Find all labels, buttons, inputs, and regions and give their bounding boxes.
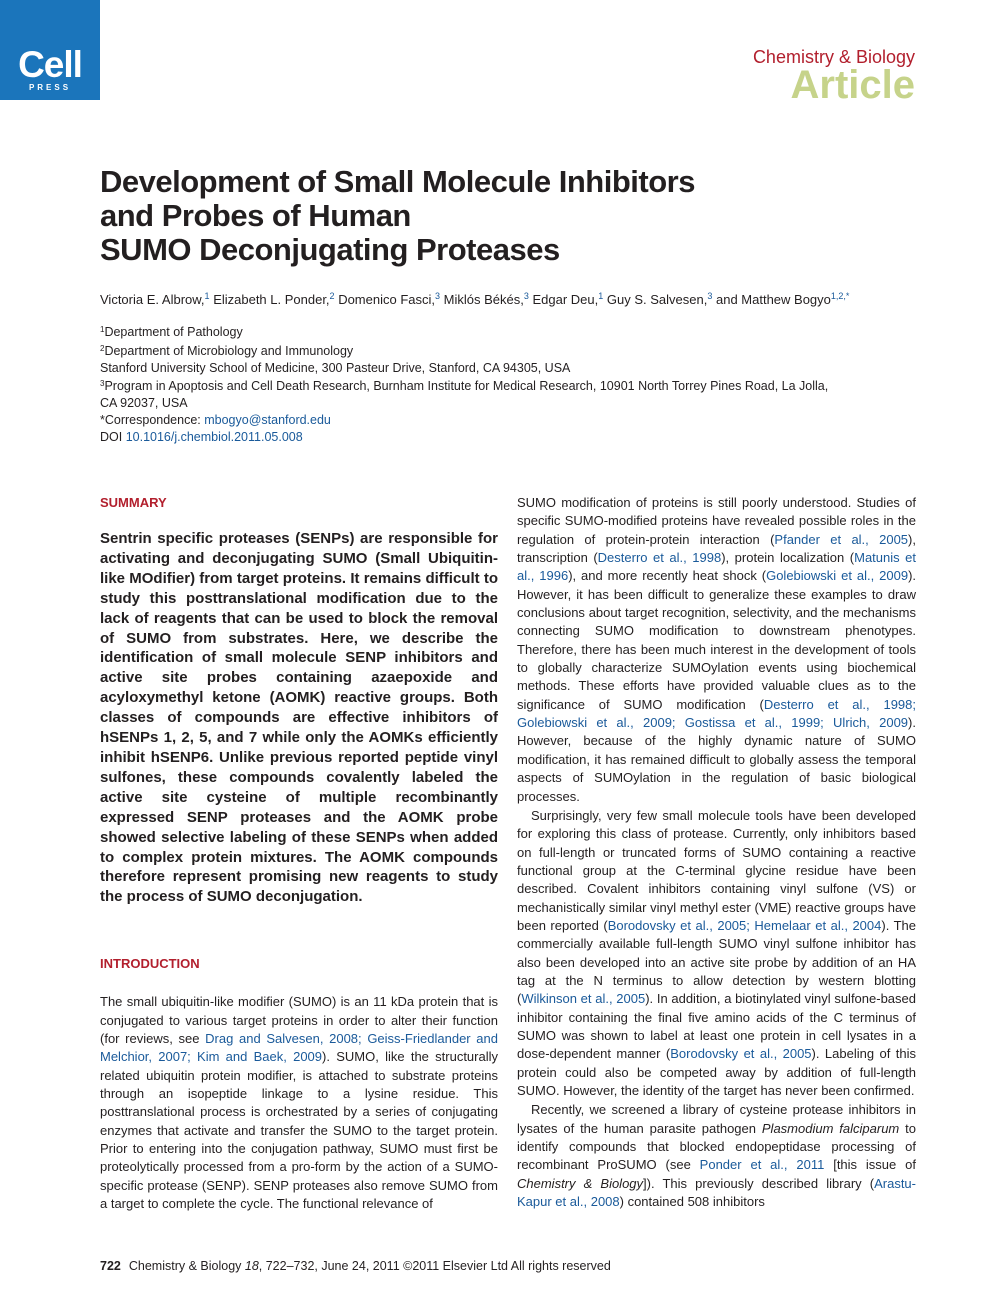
affiliation-2: $^2$Department of Microbiology and Immunology bbox=[100, 343, 354, 358]
body-text: ), protein localization ( bbox=[721, 550, 855, 566]
author-affiliation-marker[interactable]: 1,2,* bbox=[830, 291, 850, 301]
author-name: Miklós Békés, bbox=[443, 292, 524, 307]
citation-link[interactable]: Desterro et al., 1998 bbox=[597, 550, 722, 566]
author-name: Edgar Deu, bbox=[532, 292, 599, 307]
author-affiliation-marker[interactable]: 3 bbox=[707, 291, 713, 301]
title-line-2: and Probes of Human bbox=[100, 198, 411, 233]
author-affiliation-marker[interactable]: 1 bbox=[598, 291, 604, 301]
citation-link[interactable]: Ponder et al., 2011 bbox=[699, 1157, 825, 1173]
citation-link[interactable]: Matunis et al., 1996 bbox=[517, 550, 916, 584]
author-name: Victoria E. Albrow, bbox=[100, 292, 205, 307]
correspondence: *Correspondence: mbogyo@stanford.edu bbox=[100, 412, 331, 427]
author-name: and Matthew Bogyo bbox=[715, 292, 831, 307]
affiliation-2-address: Stanford University School of Medicine, 300 Pasteur Drive, Stanford, CA 94305, USA bbox=[100, 360, 571, 375]
citation-link[interactable]: Desterro et al., 1998; Golebiowski et al., 2009; Gostissa et al., 1999; Ulrich, 2009 bbox=[517, 696, 916, 731]
right-column bbox=[517, 494, 916, 1211]
correspondence-email-link[interactable]: mbogyo@stanford.edu bbox=[204, 412, 331, 427]
italic-text: Plasmodium falciparum bbox=[761, 1120, 900, 1136]
author-name: Guy S. Salvesen, bbox=[606, 292, 708, 307]
intro-paragraph-3 bbox=[517, 807, 916, 1101]
body-text: ), transcription ( bbox=[517, 531, 916, 566]
body-text: Surprisingly, very few small molecule tools have been developed for exploring this class of protease. Currently, only inhibitors based on full-length or truncated forms of SUMO containing a reactive functional group at the C-terminal glycine residue have been described. Covalent inhibitors containing vinyl sulfone (VS) or mechanistically similar vinyl methyl ester (VME) reactive groups have been reported ( bbox=[517, 807, 916, 933]
affiliation-1: $^1$Department of Pathology bbox=[100, 325, 243, 339]
italic-text: Chemistry & Biology bbox=[517, 1175, 644, 1191]
body-text: ), and more recently heat shock ( bbox=[568, 568, 767, 584]
body-text: ). The commercially available full-length SUMO vinyl sulfone inhibitor has also been developed into an active site probe by addition of an HA tag at the N terminus to allow detection by western blotting ( bbox=[517, 917, 916, 1007]
citation-link[interactable]: Arastu-Kapur et al., 2008 bbox=[517, 1175, 916, 1210]
intro-paragraph-2 bbox=[517, 494, 916, 806]
author-affiliation-marker[interactable]: 2 bbox=[329, 291, 335, 301]
citation-link[interactable]: Pfander et al., 2005 bbox=[774, 531, 909, 547]
body-text: to identify compounds that blocked endopeptidase processing of recombinant ProSUMO (see bbox=[517, 1120, 916, 1173]
cell-press-logo bbox=[0, 0, 100, 100]
doi: DOI 10.1016/j.chembiol.2011.05.008 bbox=[100, 429, 303, 444]
title-line-1: Development of Small Molecule Inhibitors bbox=[100, 164, 695, 199]
author-list bbox=[100, 288, 900, 308]
body-text: Recently, we screened a library of cysteine protease inhibitors in lysates of the human parasite pathogen bbox=[517, 1102, 916, 1136]
intro-paragraph-1 bbox=[100, 993, 498, 1213]
body-text: ). Labeling of this protein could also be competed away by addition of full-length SUMO. However, the identity of the target has never been confirmed. bbox=[517, 1046, 916, 1098]
author-affiliation-marker[interactable]: 3 bbox=[523, 291, 529, 301]
body-text: ). However, it has been difficult to generalize these examples to draw conclusions about target recognition, selectivity, and the mechanisms connecting SUMO modification to downstream phenotypes. Therefore, there has been much interest in the development of tools to globally characterize SUMOylation events using biochemical methods. These efforts have provided valuable clues as to the significance of SUMO modification ( bbox=[517, 568, 917, 712]
page-footer: 722 Chemistry & Biology 18, 722–732, June 24, 2011 ©2011 Elsevier Ltd All rights reserved bbox=[100, 1259, 611, 1273]
body-text: ]). This previously described library ( bbox=[643, 1175, 875, 1191]
summary-text: Sentrin specific proteases (SENPs) are responsible for activating and deconjugating SUMO (Small Ubiquitin-like MOdifier) from target proteins. It remains difficult to study this posttranslational modification due to the lack of reagents that can be used to block the removal of SUMO from substrates. Here, we describe the identification of small molecule SENP inhibitors and active site probes containing azaepoxide and acyloxymethyl ketone (AOMK) reactive groups. Both classes of compounds are effective inhibitors of hSENPs 1, 2, 5, and 7 while only the AOMKs efficiently inhibit hSENP6. Unlike previous reported peptide vinyl sulfones, these compounds covalently labeled the active site cysteine of multiple recombinantly expressed SENP proteases and the AOMK probe showed selective labeling of these SENPs when added to complex protein mixtures. The AOMK compounds therefore represent promising new reagents to study the process of SUMO deconjugation. bbox=[100, 530, 498, 906]
body-text: ) contained 508 inhibitors bbox=[619, 1194, 765, 1210]
intro-paragraph-4 bbox=[517, 1101, 916, 1211]
citation-link[interactable]: Wilkinson et al., 2005 bbox=[521, 991, 646, 1007]
body-text: ). SUMO, like the structurally related ubiquitin protein modifier, is attached to substrate proteins through an isopeptide linkage to a lysine residue. This posttranslational process is orchestrated by a series of conjugating enzymes that activate and transfer the SUMO to the target protein. Prior to entering into the conjugation pathway, SUMO must first be proteolytically processed from a pro-form by the action of a SUMO-specific protease (SENP). SENP proteases also remove SUMO from a target to complete the cycle. The functional relevance of bbox=[100, 1049, 498, 1211]
page-number: 722 bbox=[100, 1259, 121, 1273]
author-name: Elizabeth L. Ponder, bbox=[213, 292, 330, 307]
article-type: Article bbox=[790, 63, 915, 107]
citation-link[interactable]: Golebiowski et al., 2009 bbox=[766, 568, 909, 584]
affiliations bbox=[100, 322, 920, 446]
author-name: Domenico Fasci, bbox=[338, 292, 435, 307]
author-affiliation-marker[interactable]: 3 bbox=[435, 291, 441, 301]
body-text: ). However, because of the highly dynamic nature of SUMO modification, it has remained difficult to globally assess the temporal aspects of SUMOylation in the regulation of basic biological processes. bbox=[517, 715, 916, 804]
affiliation-3: $^3$Program in Apoptosis and Cell Death Research, Burnham Institute for Medical Research, 10901 North Torrey Pines Road, La Jolla, bbox=[100, 379, 829, 394]
body-text: SUMO modification of proteins is still poorly understood. Studies of specific SUMO-modified proteins have revealed possible roles in the regulation of protein-protein interaction ( bbox=[517, 495, 916, 547]
introduction-heading: INTRODUCTION bbox=[100, 956, 200, 972]
citation-link[interactable]: Drag and Salvesen, 2008; Geiss-Friedlander and Melchior, 2007; Kim and Baek, 2009 bbox=[100, 1030, 498, 1065]
article-title bbox=[100, 165, 900, 267]
body-text: ). In addition, a biotinylated vinyl sulfone-based inhibitor containing the final five amino acids of the C terminus of SUMO was shown to label at least one protein in cell lysates in a dose-dependent manner ( bbox=[517, 991, 916, 1062]
logo-word: Cell bbox=[18, 44, 82, 85]
summary-heading: SUMMARY bbox=[100, 495, 167, 510]
title-line-3: SUMO Deconjugating Proteases bbox=[100, 232, 560, 267]
affiliation-3-address: CA 92037, USA bbox=[100, 396, 188, 411]
author-affiliation-marker[interactable]: 1 bbox=[204, 291, 210, 301]
journal-name: Chemistry & Biology bbox=[752, 47, 915, 67]
left-column bbox=[100, 494, 498, 1213]
body-text: [this issue of bbox=[824, 1157, 916, 1173]
doi-link[interactable]: 10.1016/j.chembiol.2011.05.008 bbox=[125, 429, 303, 444]
citation-link[interactable]: Borodovsky et al., 2005; Hemelaar et al., 2004 bbox=[607, 917, 882, 933]
logo-sub: PRESS bbox=[28, 83, 72, 92]
body-text: The small ubiquitin-like modifier (SUMO) is an 11 kDa protein that is conjugated to various target proteins in order to alter their function (for reviews, see bbox=[100, 994, 498, 1046]
citation-link[interactable]: Borodovsky et al., 2005 bbox=[670, 1046, 812, 1062]
